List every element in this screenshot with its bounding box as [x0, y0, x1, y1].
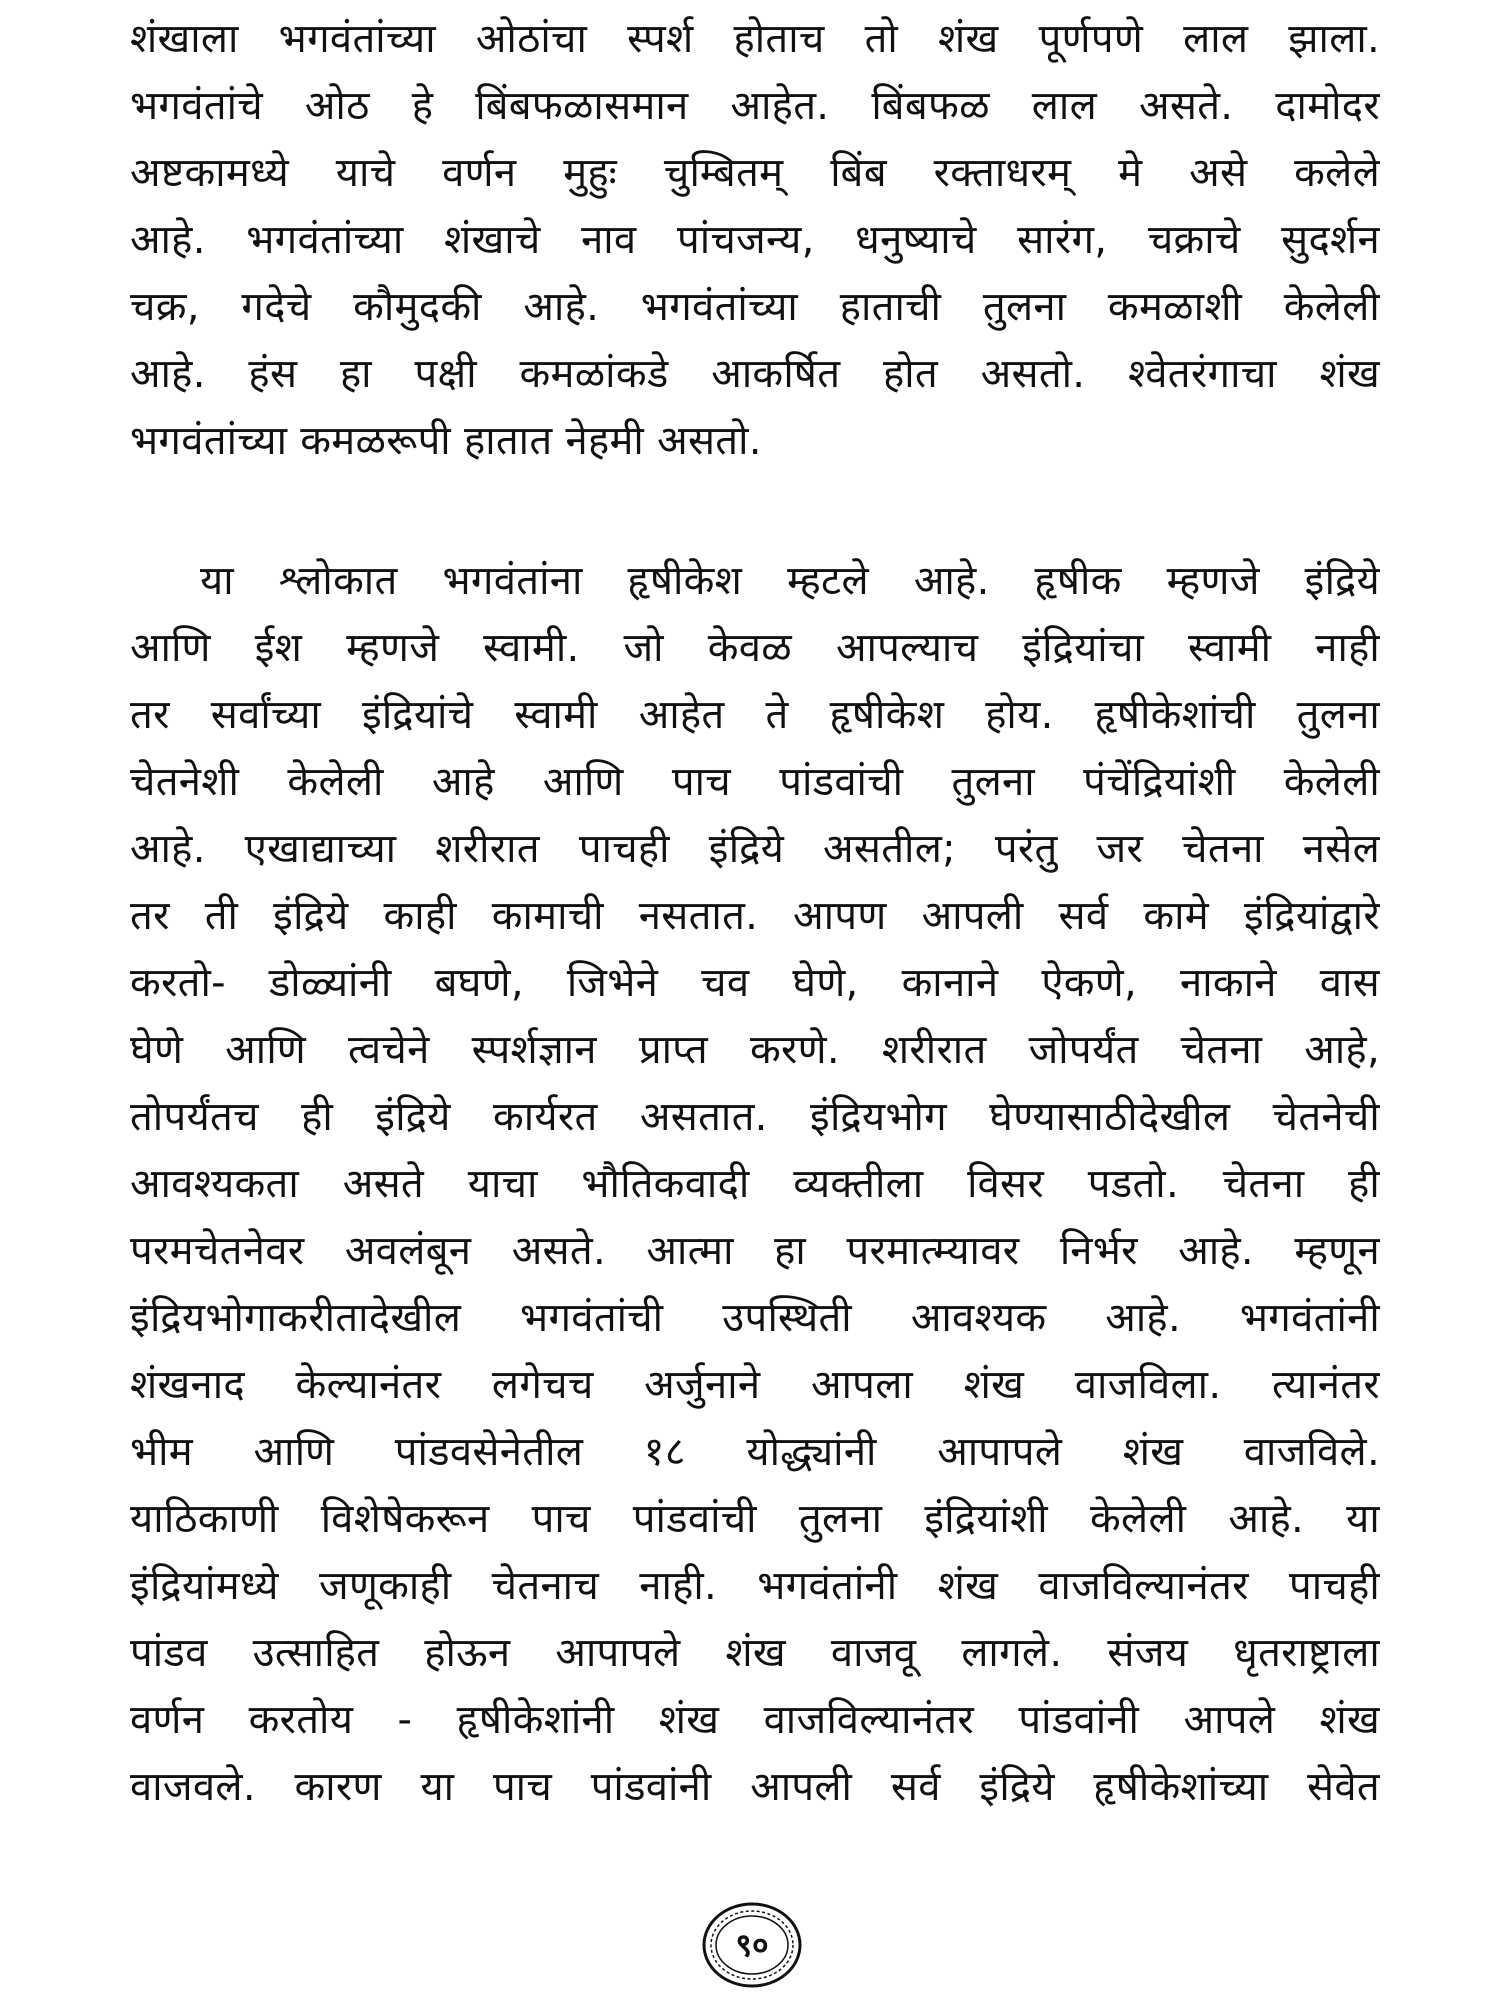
text-line: अष्टकामध्ये याचे वर्णन मुहुः चुम्बितम् बिंब रक्ताधरम् मे असे कलेले — [130, 150, 1380, 196]
text-line: पांडव उत्साहित होऊन आपापले शंख वाजवू लागले. संजय धृतराष्ट्राला — [130, 1630, 1380, 1676]
text-line: चेतनेशी केलेली आहे आणि पाच पांडवांची तुलना पंचेंद्रियांशी केलेली — [130, 759, 1380, 805]
text-line: भगवंतांच्या कमळरूपी हातात नेहमी असतो. — [130, 418, 762, 464]
text-line — [130, 1821, 1380, 1888]
text-line: परमचेतनेवर अवलंबून असते. आत्मा हा परमात्म्यावर निर्भर आहे. म्हणून — [130, 1228, 1380, 1274]
text-line: तर ती इंद्रिये काही कामाची नसतात. आपण आपली सर्व कामे इंद्रियांद्वारे — [130, 893, 1380, 939]
text-line: शंखनाद केल्यानंतर लगेचच अर्जुनाने आपला शंख वाजविला. त्यानंतर — [130, 1362, 1380, 1408]
text-line: आहे. एखाद्याच्या शरीरात पाचही इंद्रिये असतील; परंतु जर चेतना नसेल — [130, 826, 1380, 872]
text-line: वर्णन करतोय - हृषीकेशांनी शंख वाजविल्यानंतर पांडवांनी आपले शंख — [130, 1697, 1380, 1743]
text-line: भीम आणि पांडवसेनेतील १८ योद्ध्यांनी आपापले शंख वाजविले. — [130, 1429, 1380, 1475]
text-line: आणि ईश म्हणजे स्वामी. जो केवळ आपल्याच इंद्रियांचा स्वामी नाही — [130, 625, 1380, 671]
text-line: आहे. हंस हा पक्षी कमळांकडे आकर्षित होत असतो. श्वेतरंगाचा शंख — [130, 351, 1380, 397]
text-line: शंखाला भगवंतांच्या ओठांचा स्पर्श होताच तो शंख पूर्णपणे लाल झाला. — [130, 16, 1380, 62]
text-line: करतो- डोळ्यांनी बघणे, जिभेने चव घेणे, कानाने ऐकणे, नाकाने वास — [130, 960, 1380, 1006]
text-line: इंद्रियभोगाकरीतादेखील भगवंतांची उपस्थिती आवश्यक आहे. भगवंतांनी — [130, 1295, 1380, 1341]
text-line: वाजवले. कारण या पाच पांडवांनी आपली सर्व इंद्रिये हृषीकेशांच्या सेवेत — [130, 1764, 1380, 1810]
paragraph-1 — [130, 6, 1380, 475]
page-number-badge — [700, 1900, 804, 1990]
text-line: भगवंतांचे ओठ हे बिंबफळासमान आहेत. बिंबफळ लाल असते. दामोदर — [130, 83, 1380, 129]
paragraph-2 — [130, 548, 1380, 1888]
text-line: तर सर्वांच्या इंद्रियांचे स्वामी आहेत ते हृषीकेश होय. हृषीकेशांची तुलना — [130, 692, 1380, 738]
text-line: तोपर्यंतच ही इंद्रिये कार्यरत असतात. इंद्रियभोग घेण्यासाठीदेखील चेतनेची — [130, 1094, 1380, 1140]
text-line: आवश्यकता असते याचा भौतिकवादी व्यक्तीला विसर पडतो. चेतना ही — [130, 1161, 1380, 1207]
page-number: ९० — [735, 1926, 769, 1964]
text-line: या श्लोकात भगवंतांना हृषीकेश म्हटले आहे. हृषीक म्हणजे इंद्रिये — [200, 558, 1380, 604]
text-line: आहे. भगवंतांच्या शंखाचे नाव पांचजन्य, धनुष्याचे सारंग, चक्राचे सुदर्शन — [130, 217, 1380, 263]
text-line: चक्र, गदेचे कौमुदकी आहे. भगवंतांच्या हाताची तुलना कमळाशी केलेली — [130, 284, 1380, 330]
text-line: इंद्रियांमध्ये जणूकाही चेतनाच नाही. भगवंतांनी शंख वाजविल्यानंतर पाचही — [130, 1563, 1380, 1609]
text-line: याठिकाणी विशेषेकरून पाच पांडवांची तुलना इंद्रियांशी केलेली आहे. या — [130, 1496, 1380, 1542]
text-line: घेणे आणि त्वचेने स्पर्शज्ञान प्राप्त करणे. शरीरात जोपर्यंत चेतना आहे, — [130, 1027, 1380, 1073]
